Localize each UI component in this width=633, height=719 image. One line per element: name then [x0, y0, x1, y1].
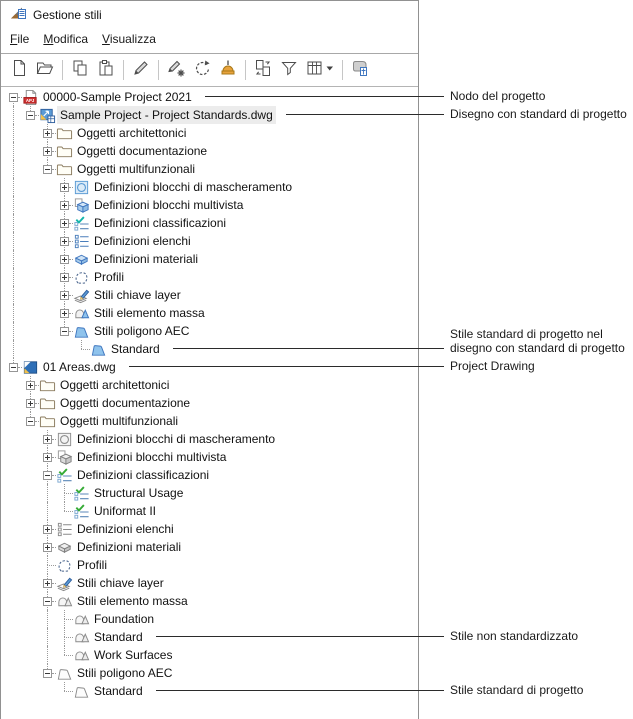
menu-item-visualizza[interactable]: Visualizza	[102, 32, 156, 46]
annotation-label: Stile standard di progetto	[450, 683, 584, 697]
new-drawing-icon	[9, 58, 29, 83]
polygon-gray-icon	[56, 665, 73, 682]
tree-item-label[interactable]: Oggetti documentazione	[77, 144, 208, 158]
toolbar-separator	[342, 60, 343, 80]
tree-row	[3, 268, 418, 286]
tree-row	[3, 376, 418, 394]
annotation-label: Nodo del progetto	[450, 89, 546, 103]
svg-text:APJ: APJ	[25, 97, 35, 103]
polygon-blue-icon	[73, 323, 90, 340]
tree-item-label[interactable]: Definizioni materiali	[77, 540, 182, 554]
tree-row	[3, 538, 418, 556]
tree-item-label[interactable]: Structural Usage	[94, 486, 184, 500]
collapse-toggle[interactable]	[26, 417, 35, 426]
tree-row	[3, 106, 418, 124]
polygon-blue-icon	[90, 341, 107, 358]
views-icon	[305, 58, 335, 83]
toolbar	[1, 54, 418, 87]
folder-icon	[39, 413, 56, 430]
tree-item-label[interactable]: Standard	[94, 630, 143, 644]
expand-toggle[interactable]	[43, 579, 52, 588]
expand-toggle[interactable]	[60, 255, 69, 264]
app-icon	[10, 5, 26, 26]
style-tree	[3, 88, 418, 706]
class-teal-icon	[73, 215, 90, 232]
tree-item-label[interactable]: Uniformat II	[94, 504, 157, 518]
collapse-toggle[interactable]	[9, 93, 18, 102]
expand-toggle[interactable]	[43, 543, 52, 552]
tree-row	[3, 574, 418, 592]
list-gray-icon	[56, 521, 73, 538]
list-blue-icon	[73, 233, 90, 250]
send-to-drawing-icon	[350, 58, 370, 83]
tree-item-label[interactable]: Definizioni blocchi di mascheramento	[77, 432, 276, 446]
tree-row	[3, 178, 418, 196]
tree-row	[3, 682, 418, 700]
open-drawing-icon	[35, 58, 55, 83]
menu-bar	[1, 29, 418, 54]
expand-toggle[interactable]	[60, 291, 69, 300]
mass-gray-icon	[73, 647, 90, 664]
collapse-toggle[interactable]	[43, 165, 52, 174]
filter-style-type-icon	[279, 58, 299, 83]
expand-toggle[interactable]	[60, 237, 69, 246]
toolbar-separator	[62, 60, 63, 80]
material-gray-icon	[56, 539, 73, 556]
collapse-toggle[interactable]	[9, 363, 18, 372]
tree-item-label[interactable]: Profili	[94, 270, 125, 284]
folder-icon	[56, 143, 73, 160]
folder-icon	[39, 395, 56, 412]
collapse-toggle[interactable]	[43, 471, 52, 480]
tree-item-label[interactable]: Stili chiave layer	[94, 288, 181, 302]
expand-toggle[interactable]	[60, 219, 69, 228]
project-icon	[22, 89, 39, 106]
mask-blue-icon	[73, 179, 90, 196]
tree-row	[3, 556, 418, 574]
tree-item-label[interactable]: Work Surfaces	[94, 648, 173, 662]
tree-item-label[interactable]: Stili chiave layer	[77, 576, 164, 590]
expand-toggle[interactable]	[43, 129, 52, 138]
paste-button[interactable]	[93, 58, 119, 82]
tree-row	[3, 124, 418, 142]
tree-item-label[interactable]: Definizioni classificazioni	[94, 216, 227, 230]
material-blue-icon	[73, 251, 90, 268]
edit-style-icon	[131, 58, 151, 83]
mview-blue-icon	[73, 197, 90, 214]
toolbar-separator	[123, 60, 124, 80]
tree-item-label[interactable]: Definizioni classificazioni	[77, 468, 210, 482]
expand-toggle[interactable]	[26, 399, 35, 408]
tree-row	[3, 520, 418, 538]
edit-style-button[interactable]	[128, 58, 154, 82]
expand-toggle[interactable]	[43, 435, 52, 444]
expand-toggle[interactable]	[60, 273, 69, 282]
tree-row	[3, 160, 418, 178]
tree-item-label[interactable]: Profili	[77, 558, 108, 572]
tree-item-label[interactable]: Oggetti multifunzionali	[60, 414, 179, 428]
tree-item-label[interactable]: Stili poligono AEC	[94, 324, 190, 338]
window-title: Gestione stili	[33, 8, 102, 22]
tree-row	[3, 340, 418, 358]
collapse-toggle[interactable]	[26, 111, 35, 120]
class-green-icon	[73, 485, 90, 502]
mass-blue-icon	[73, 305, 90, 322]
tree-item-label[interactable]: Sample Project - Project Standards.dwg	[57, 106, 276, 124]
copy-icon	[70, 58, 90, 83]
purge-styles-button[interactable]	[163, 58, 189, 82]
purge-styles-icon	[166, 58, 186, 83]
tree-item-label[interactable]: Oggetti multifunzionali	[77, 162, 196, 176]
title-bar[interactable]	[1, 1, 418, 29]
tree-item-label[interactable]: Standard	[111, 342, 160, 356]
views-button[interactable]	[302, 58, 338, 82]
tree-row	[3, 430, 418, 448]
tree-item-label[interactable]: Stili poligono AEC	[77, 666, 173, 680]
folder-icon	[39, 377, 56, 394]
annotation-label: Stile non standardizzato	[450, 629, 579, 643]
annotation-label: Project Drawing	[450, 359, 535, 373]
tree-item-label[interactable]: Definizioni elenchi	[77, 522, 174, 536]
expand-toggle[interactable]	[26, 381, 35, 390]
expand-toggle[interactable]	[43, 147, 52, 156]
annotation-label: Disegno con standard di progetto	[450, 107, 627, 121]
tree-item-label[interactable]: Oggetti architettonici	[60, 378, 170, 392]
tree-row	[3, 466, 418, 484]
tree-row	[3, 646, 418, 664]
mask-gray-icon	[56, 431, 73, 448]
tree-row	[3, 358, 418, 376]
mass-gray-icon	[73, 629, 90, 646]
expand-toggle[interactable]	[43, 525, 52, 534]
tree-item-label[interactable]: Oggetti architettonici	[77, 126, 187, 140]
toolbar-separator	[245, 60, 246, 80]
expand-toggle[interactable]	[60, 183, 69, 192]
menu-item-file[interactable]: File	[10, 32, 30, 46]
tree-row	[3, 502, 418, 520]
tree-item-label[interactable]: Oggetti documentazione	[60, 396, 191, 410]
annotation-label: Stile standard di progetto nel disegno con standard di progetto	[450, 327, 625, 355]
tree-item-label[interactable]: Definizioni materiali	[94, 252, 199, 266]
tree-row	[3, 232, 418, 250]
tree-item-label[interactable]: Definizioni blocchi multivista	[94, 198, 244, 212]
tree-item-label[interactable]: Definizioni elenchi	[94, 234, 191, 248]
tree-item-label[interactable]: Definizioni blocchi di mascheramento	[94, 180, 293, 194]
class-green-icon	[56, 467, 73, 484]
tree-row	[3, 394, 418, 412]
sync-project-standards-button[interactable]	[250, 58, 276, 82]
open-drawing-button[interactable]	[32, 58, 58, 82]
tree-item-label[interactable]: 01 Areas.dwg	[43, 360, 116, 374]
tree-row	[3, 448, 418, 466]
expand-toggle[interactable]	[60, 309, 69, 318]
tree-row	[3, 322, 418, 340]
send-to-drawing-button[interactable]	[347, 58, 373, 82]
tree-row	[3, 664, 418, 682]
dwg-standards-icon	[39, 107, 56, 124]
folder-icon	[56, 161, 73, 178]
tree-item-label[interactable]: Stili elemento massa	[77, 594, 188, 608]
tree-row	[3, 286, 418, 304]
collapse-toggle[interactable]	[43, 669, 52, 678]
tree-item-label[interactable]: Definizioni blocchi multivista	[77, 450, 227, 464]
tree-row	[3, 304, 418, 322]
expand-toggle[interactable]	[60, 201, 69, 210]
profile-icon	[73, 269, 90, 286]
profile-icon	[56, 557, 73, 574]
tree-row	[3, 250, 418, 268]
tree-item-label[interactable]: Foundation	[94, 612, 155, 626]
tree-row	[3, 628, 418, 646]
tree-item-label[interactable]: Stili elemento massa	[94, 306, 205, 320]
mass-gray-icon	[56, 593, 73, 610]
mview-gray-icon	[56, 449, 73, 466]
filter-style-type-button[interactable]	[276, 58, 302, 82]
tree-row	[3, 412, 418, 430]
tree-row	[3, 142, 418, 160]
new-drawing-button[interactable]	[6, 58, 32, 82]
layerkey-icon	[73, 287, 90, 304]
tree-row	[3, 484, 418, 502]
expand-toggle[interactable]	[43, 453, 52, 462]
mass-gray-icon	[73, 611, 90, 628]
refresh-icon	[192, 58, 212, 83]
menu-item-modifica[interactable]: Modifica	[43, 32, 89, 46]
tree-row	[3, 88, 418, 106]
layerkey-icon	[56, 575, 73, 592]
class-green-icon	[73, 503, 90, 520]
dwg-icon	[22, 359, 39, 376]
audit-button[interactable]	[215, 58, 241, 82]
tree-row	[3, 592, 418, 610]
tree-row	[3, 214, 418, 232]
collapse-toggle[interactable]	[43, 597, 52, 606]
collapse-toggle[interactable]	[60, 327, 69, 336]
paste-icon	[96, 58, 116, 83]
tree-item-label[interactable]: 00000-Sample Project 2021	[43, 90, 192, 104]
audit-icon	[218, 58, 238, 83]
refresh-button[interactable]	[189, 58, 215, 82]
copy-button[interactable]	[67, 58, 93, 82]
tree-item-label[interactable]: Standard	[94, 684, 143, 698]
polygon-gray-icon	[73, 683, 90, 700]
sync-project-standards-icon	[253, 58, 273, 83]
tree-row	[3, 610, 418, 628]
folder-icon	[56, 125, 73, 142]
tree-row	[3, 196, 418, 214]
toolbar-separator	[158, 60, 159, 80]
